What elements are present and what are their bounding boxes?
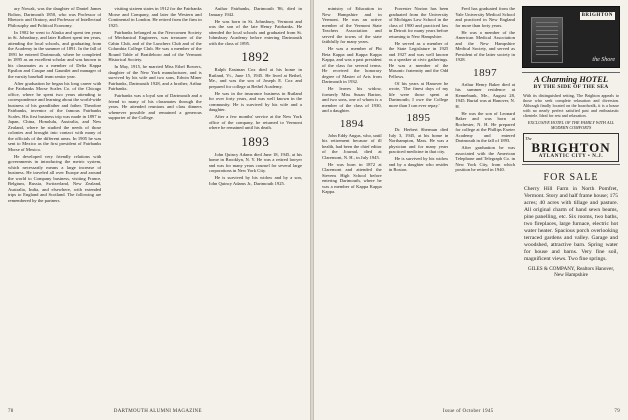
for-sale-ad — [522, 169, 620, 282]
ad-subheadline: BY THE SIDE OF THE SEA — [533, 84, 609, 90]
class-year-heading: 1895 — [406, 112, 431, 124]
paragraph: ministry of Education in New Hampshire and in Vermont. He was an active member of the Vermont State Teachers Association and served the towns of the state faithfully for many years. — [322, 6, 382, 44]
paragraph: Ralph Eastman Cox died at his home in Rutland, Vt., June 15, 1945. He lived at Bethel, Me., and was the son of Joseph E. Cox and prepared for college at Bethel Academy. — [208, 67, 302, 89]
ad-body: Cherry Hill Farm in North Pomfret, Vermont. Story and half frame house; 175 acres; 40 acres with tillage and pasture. All original charm of hand sewn beams, pine panelling, etc. Six rooms, two baths, two fireplaces, large furnace, electric hot water heater. Spacious porch overlooking terraced gardens and valley. Garage and woodshed, attractive barn. Spring water for house and barns. Very fine soil, magnificent views. Two fine springs. — [524, 185, 619, 262]
brighton-logo — [523, 133, 619, 162]
paragraph: He was a member of Phi Beta Kappa and Kappa Kappa Kappa, and was a past president of the class for several terms. He received the honorary degree of Master of Arts from Dartmouth in 1932. — [322, 46, 382, 84]
issue-date: Issue of October 1945 — [442, 409, 494, 414]
page-footer — [8, 409, 302, 415]
paragraph: He was born in St. Johnsbury, Vermont and was the son of the late Henry Fairbanks. He attended the local schools and graduated from St. Johnsbury Academy before entering Dartmouth with the class of 1895. — [208, 18, 302, 46]
ad-signature: GILES & COMPANY, Realtors Hanover, New Hampshire — [527, 265, 615, 278]
paragraph: Forrester Norton has been graduated from the University of Michigan Law School in the class of 1900 and practiced law in Detroit for many years before returning to New Hampshire. — [388, 6, 449, 39]
column-3 — [209, 6, 302, 402]
paragraph: Fred has graduated from the Yale University Medical School and practiced in New England for more than forty years. — [455, 6, 516, 28]
class-year-heading: 1893 — [241, 133, 270, 149]
paragraph: ary Nowak, was the daughter of Daniel James Bolton, Dartmouth 1850, who was Professor of Rhetoric and Oratory, and Professor of Intellectual Philosophy and Political Economy. — [8, 6, 102, 28]
paragraph: In 1902 he went to Alaska and spent ten years in St. Johnsbury, and later Kalbert spent ten years, attending the local schools, and graduating from the Academy in the summer of 1891. In the fall of 1891 he entered Dartmouth, where he completed in 1895 as an excellent scholar and was known to his classmates as a member of Delta Kappa Epsilon and Casque and Gauntlet and manager of the varsity baseball team senior year. — [8, 29, 102, 79]
class-year-heading: 1894 — [339, 117, 364, 130]
ad-body: With its distinguished setting, The Brighton appeals to those who seek complete relaxation and diversion. Although finally located on the boardwalk, it is a house with no nearly perfect satisfied past and enthusiastic clientele. Ideal for rest and relaxation. — [523, 92, 620, 118]
class-year-heading: 1897 — [473, 66, 498, 79]
left-page — [0, 0, 310, 420]
column-3 — [455, 6, 515, 402]
right-page — [314, 0, 628, 420]
paragraph: In May, 1915, he married Miss Ethel Bowers, daughter of the New York manufacturer, and is survived by his wife and two sons, Edwin Miner Fairbanks, Dartmouth 1928, and a brother, Arthur Fairbanks. — [108, 64, 202, 91]
paragraph: After a few months' service at the New York office of the company, he returned to Vermont where he remained until his death. — [208, 114, 302, 130]
page-footer — [322, 409, 620, 415]
advertisement-column — [522, 6, 620, 402]
paragraph: He developed very friendly relations with governments in introducing the metric system, which necessarily means a large increase of business. He traveled all over Europe and around the world to Company business, visiting France, Belgium, Russia, Switzerland, New Zealand, Australia, India, and elsewhere, with extended trips to England and Scotland. The following are remembered by the partners. — [8, 153, 102, 203]
logo-place: ATLANTIC CITY • N.J. — [538, 153, 604, 159]
ad-headline: FOR SALE — [543, 171, 599, 183]
class-year-heading: 1892 — [241, 49, 270, 64]
paragraph: Fairbanks belonged as the Newcomen Society of Mechanical Engineers, was treasurer of the Cabin Club, and of the Lunchers Club and of the Columbia College Club. He was a member of the Round Table of Brattleboro and of the Vermont Historical Society. — [108, 29, 202, 62]
hotel-building-image — [531, 17, 563, 63]
paragraph: He was in the insurance business in Rutland for over forty years, and was well known in the community. He is survived by his wife and a daughter. — [208, 90, 302, 112]
paragraph: Author Fairbanks, Dartmouth '86, died in January 1942. — [208, 6, 302, 17]
paragraph: He was the son of Leonard Baker and was born at Rochester, N. H. He prepared for college at the Phillips Exeter Academy and entered Dartmouth in the fall of 1893. — [455, 110, 516, 143]
journal-title: DARTMOUTH ALUMNI MAGAZINE — [113, 409, 202, 414]
ad-tagline: EXCLUSIVE HOTEL OF THE FAMILY WITH ALL MODERN COMFORTS — [527, 119, 615, 130]
paragraph: After graduation he began his long career with the Fairbanks Morse Scales Co. of the Chicago office, where he spent two years attending to correspondence and learning about the world-wide business of his grandfather and father. Theodore Fairbanks, inventor of the famous Fairbanks Scales. His first business trip was made in 1897 to Japan, China, Honolulu, Australia, and New Zealand, where he studied the needs of those colonies and brought into contact with many of the officials of the different areas. In 1905 he was sent to Mexico as the first president of Fairbanks Morse of Mexico. — [8, 80, 102, 152]
paragraph: He served as a member of the State Legislature in 1925 and 1927 and was well known as a speaker at civic gatherings. He was a member of the Masonic fraternity and the Odd Fellows. — [388, 40, 449, 79]
paragraph: After graduation he was associated with the American Telephone and Telegraph Co. in New York City, from which position he retired in 1940. — [455, 145, 516, 172]
paragraph: John Eddy Angus, who, until his retirement because of ill health, had been the chief editor of the Journal, died at Claremont, N. H., in July 1945. — [322, 132, 382, 160]
column-1 — [322, 6, 382, 402]
paragraph: John Quincy Adams died June 18, 1945, at his home in Brooklyn, N. Y. He was a retired lawyer and was for many years counsel for several large corporations in New York City. — [208, 151, 302, 173]
ad-script-text: the Shore — [592, 57, 616, 63]
column-2 — [389, 6, 449, 402]
ad-headline: A Charming HOTEL — [533, 74, 609, 84]
paragraph: He is survived by his widow and by a daughter who resides in Boston. — [388, 156, 449, 172]
paragraph: Arthur Henry Baker died at his summer residence at Kennebunk, Me., August 28, 1945. Burial was at Hanover, N. H. — [455, 81, 516, 109]
brighton-photo-ad — [522, 6, 620, 68]
paragraph: Dr. Herbert Sherman died July 3, 1945, at his home in Northampton, Mass. He was a physician and for many years practiced medicine in that city. — [388, 127, 449, 154]
logo-name: BRIGHTON — [531, 139, 611, 155]
paragraph: Fairbanks was a loyal son of Dartmouth and a friend to many of his classmates through the years. He attended reunions and class dinners whenever possible and remained a generous supporter of the College. — [108, 93, 202, 120]
column-2 — [108, 6, 201, 402]
paragraph: He is survived by his widow and by a son, John Quincy Adams Jr., Dartmouth 1925. — [208, 175, 302, 186]
paragraph: Of his years at Hanover he wrote, 'The finest days of my life were those spent at Dartmouth; I owe the College more than I can ever repay.' — [388, 80, 449, 108]
paragraph: He was born in 1872 at Claremont and attended the Stevens High School before entering Dartmouth, where he was a member of Kappa Kappa Kappa. — [322, 161, 382, 194]
column-1 — [8, 6, 101, 402]
paragraph: visiting sixteen states in 1912 for the Fairbanks Morse and Company, and later the Western and Continental in London. He retired from the firm in 1925. — [108, 6, 202, 28]
logo-article: The — [525, 135, 532, 141]
page-number: 78 — [8, 409, 14, 414]
ad-brand: BRIGHTON — [581, 13, 614, 18]
paragraph: He was a member of the American Medical Association and the New Hampshire Medical Society, and served as President of the latter society in 1928. — [455, 29, 516, 62]
page-number: 79 — [614, 409, 620, 414]
charming-hotel-ad — [522, 72, 620, 165]
paragraph: He leaves his widow, formerly Miss Susan Barton, and two sons, one of whom is a member of the class of 1930, and a daughter. — [322, 86, 382, 113]
